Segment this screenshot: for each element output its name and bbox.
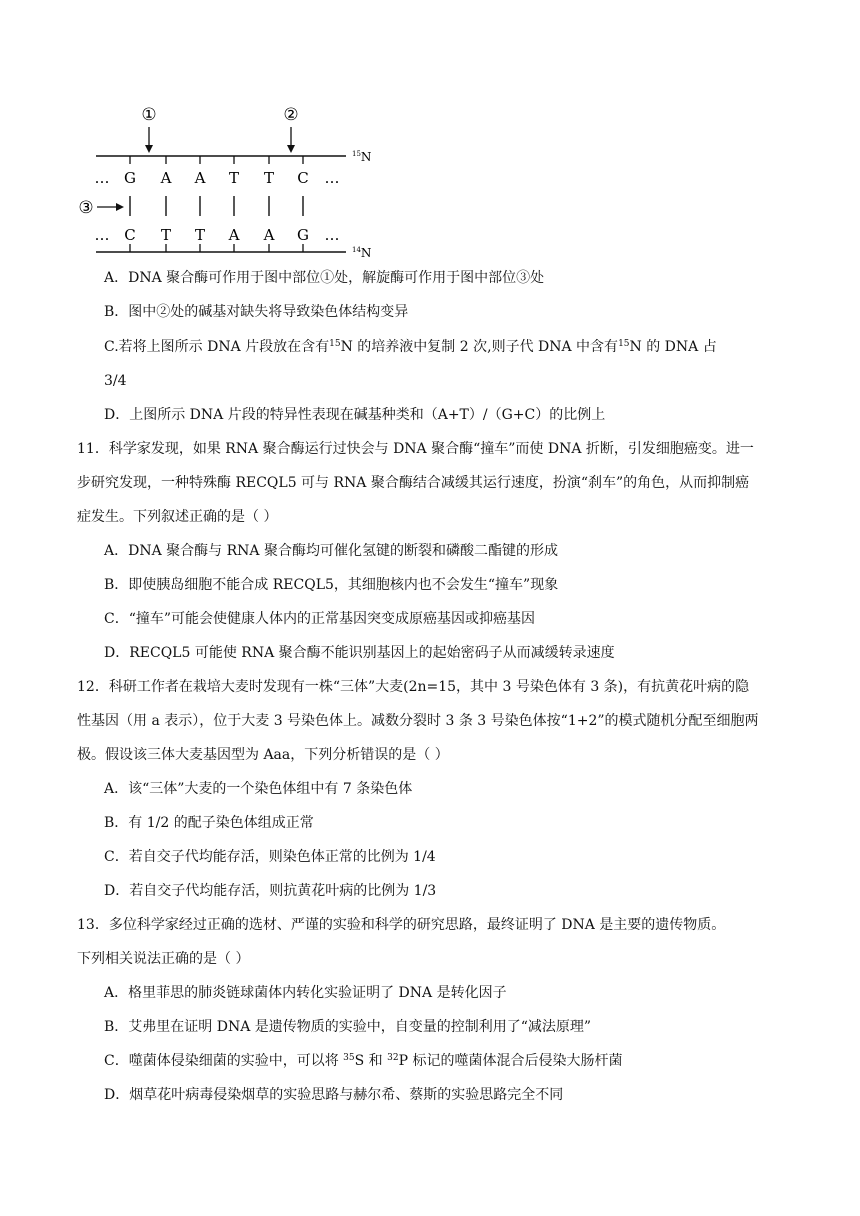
q13-option-c-text1: C．噬菌体侵染细菌的实验中，可以将 — [104, 1053, 344, 1069]
q11-option-b: B．即使胰岛细胞不能合成 RECQL5，其细胞核内也不会发生“撞车”现象 — [104, 577, 559, 593]
marker-2: ② — [283, 105, 299, 125]
marker-3: ③ — [78, 198, 94, 218]
top-base: C — [297, 169, 309, 187]
q12-option-d: D．若自交子代均能存活，则抗黄花叶病的比例为 1/3 — [104, 883, 437, 899]
q13-option-a: A．格里菲思的肺炎链球菌体内转化实验证明了 DNA 是转化因子 — [104, 985, 507, 1001]
q10-option-c-text1: C.若将上图所示 DNA 片段放在含有 — [104, 339, 330, 355]
top-base: T — [228, 169, 240, 187]
q10-option-c — [104, 337, 717, 357]
top-base: … — [94, 169, 110, 187]
q11-option-a: A．DNA 聚合酶与 RNA 聚合酶均可催化氢键的断裂和磷酸二酯键的形成 — [104, 543, 558, 559]
bottom-base: T — [194, 226, 206, 244]
q13-option-c-text3: P 标记的噬菌体混合后侵染大肠杆菌 — [398, 1053, 623, 1069]
bottom-strand-ticks — [130, 244, 303, 252]
arrow-3-head — [116, 203, 124, 211]
q13-option-c-sup1: 35 — [343, 1053, 355, 1063]
q10-option-c-sup2: 15 — [618, 339, 630, 349]
dna-fragment-diagram — [70, 100, 400, 262]
q10-option-a: A．DNA 聚合酶可作用于图中部位①处，解旋酶可作用于图中部位③处 — [104, 270, 545, 286]
arrow-2-head — [287, 145, 295, 153]
q13-stem-line1: 13．多位科学家经过正确的选材、严谨的实验和科学的研究思路，最终证明了 DNA 是主要的遗传物质。 — [77, 917, 726, 933]
q13-stem-line2: 下列相关说法正确的是（ ） — [77, 951, 250, 967]
bottom-base: G — [297, 226, 309, 244]
q13-option-c-text2: S 和 — [354, 1053, 388, 1069]
q10-option-c-text2: N 的培养液中复制 2 次,则子代 DNA 中含有 — [340, 339, 619, 355]
q12-stem-line2: 性基因（用 a 表示），位于大麦 3 号染色体上。减数分裂时 3 条 3 号染色体按“1+2”的模式随机分配至细胞两 — [77, 713, 759, 729]
q12-stem-line1: 12．科研工作者在栽培大麦时发现有一株“三体”大麦(2n=15，其中 3 号染色体有 3 条)，有抗黄花叶病的隐 — [77, 679, 750, 695]
q11-stem-line3: 症发生。下列叙述正确的是（ ） — [77, 509, 278, 525]
top-strand-bases — [95, 169, 340, 187]
q10-option-c-sup1: 15 — [329, 339, 341, 349]
bottom-base: … — [324, 226, 340, 244]
bottom-base: T — [160, 226, 172, 244]
bottom-base: A — [228, 226, 240, 244]
q13-option-c — [104, 1051, 622, 1071]
bottom-strand-label: $^{14}$N — [352, 246, 372, 260]
top-strand-label: $^{15}$N — [352, 150, 372, 164]
top-base: A — [160, 169, 172, 187]
top-base: … — [324, 169, 340, 187]
bottom-base: A — [263, 226, 275, 244]
top-strand-ticks — [130, 156, 303, 164]
q10-option-c-text3: N 的 DNA 占 — [629, 339, 717, 355]
bottom-base: C — [124, 226, 136, 244]
arrow-1-head — [145, 145, 153, 153]
base-pair-bonds — [130, 196, 303, 216]
q13-option-d: D．烟草花叶病毒侵染烟草的实验思路与赫尔希、蔡斯的实验思路完全不同 — [104, 1087, 564, 1103]
q12-stem-line3: 极。假设该三体大麦基因型为 Aaa，下列分析错误的是（ ） — [77, 747, 449, 763]
marker-1: ① — [141, 105, 157, 125]
q11-option-d: D．RECQL5 可能使 RNA 聚合酶不能识别基因上的起始密码子从而减缓转录速度 — [104, 645, 615, 661]
q10-option-d: D．上图所示 DNA 片段的特异性表现在碱基种类和（A+T）/（G+C）的比例上 — [104, 407, 606, 423]
q11-stem-line1: 11．科学家发现，如果 RNA 聚合酶运行过快会与 DNA 聚合酶“撞车”而使 DNA 折断，引发细胞癌变。进一 — [77, 441, 754, 457]
q13-option-c-sup2: 32 — [387, 1053, 399, 1063]
q12-option-a: A．该“三体”大麦的一个染色体组中有 7 条染色体 — [104, 781, 413, 797]
bottom-base: … — [94, 226, 110, 244]
q11-option-c: C．“撞车”可能会使健康人体内的正常基因突变成原癌基因或抑癌基因 — [104, 611, 536, 627]
top-base: T — [263, 169, 275, 187]
top-base: A — [194, 169, 206, 187]
q10-option-c-cont: 3/4 — [104, 373, 127, 389]
q10-option-b: B．图中②处的碱基对缺失将导致染色体结构变异 — [104, 304, 409, 320]
q12-option-c: C．若自交子代均能存活，则染色体正常的比例为 1/4 — [104, 849, 436, 865]
q11-stem-line2: 步研究发现，一种特殊酶 RECQL5 可与 RNA 聚合酶结合减缓其运行速度，扮演“刹车”的角色，从而抑制癌 — [77, 475, 750, 491]
bottom-strand-bases — [95, 226, 340, 244]
q12-option-b: B．有 1/2 的配子染色体组成正常 — [104, 815, 314, 831]
q13-option-b: B．艾弗里在证明 DNA 是遗传物质的实验中，自变量的控制利用了“减法原理” — [104, 1019, 592, 1035]
top-base: G — [124, 169, 136, 187]
